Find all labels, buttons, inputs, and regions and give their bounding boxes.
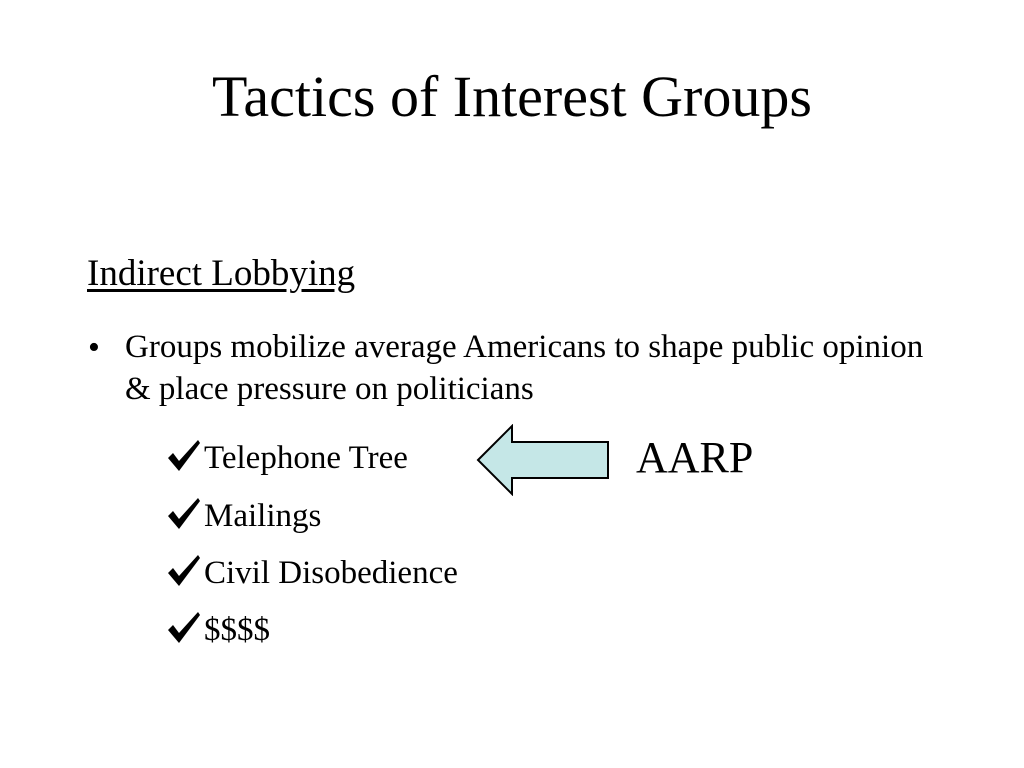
section-heading: Indirect Lobbying — [87, 253, 356, 294]
checklist-item — [166, 438, 408, 478]
left-arrow-icon — [476, 424, 610, 496]
checklist-item-label: $$$$ — [204, 612, 270, 648]
bullet-text: Groups mobilize average Americans to shape public opinion & place pressure on politicians — [125, 329, 924, 407]
checklist-item — [166, 610, 270, 650]
checklist-item-label: Civil Disobedience — [204, 555, 458, 591]
checklist-item-label: Telephone Tree — [204, 440, 408, 476]
slide-title: Tactics of Interest Groups — [212, 64, 812, 129]
checkmark-icon — [166, 553, 202, 589]
callout-label: AARP — [636, 433, 754, 482]
checkmark-icon — [166, 610, 202, 646]
checklist-item-label: Mailings — [204, 498, 322, 534]
checklist-item — [166, 496, 321, 536]
checkmark-icon — [166, 496, 202, 532]
checklist-item — [166, 553, 458, 593]
bullet-icon: • — [88, 329, 100, 366]
checkmark-icon — [166, 438, 202, 474]
